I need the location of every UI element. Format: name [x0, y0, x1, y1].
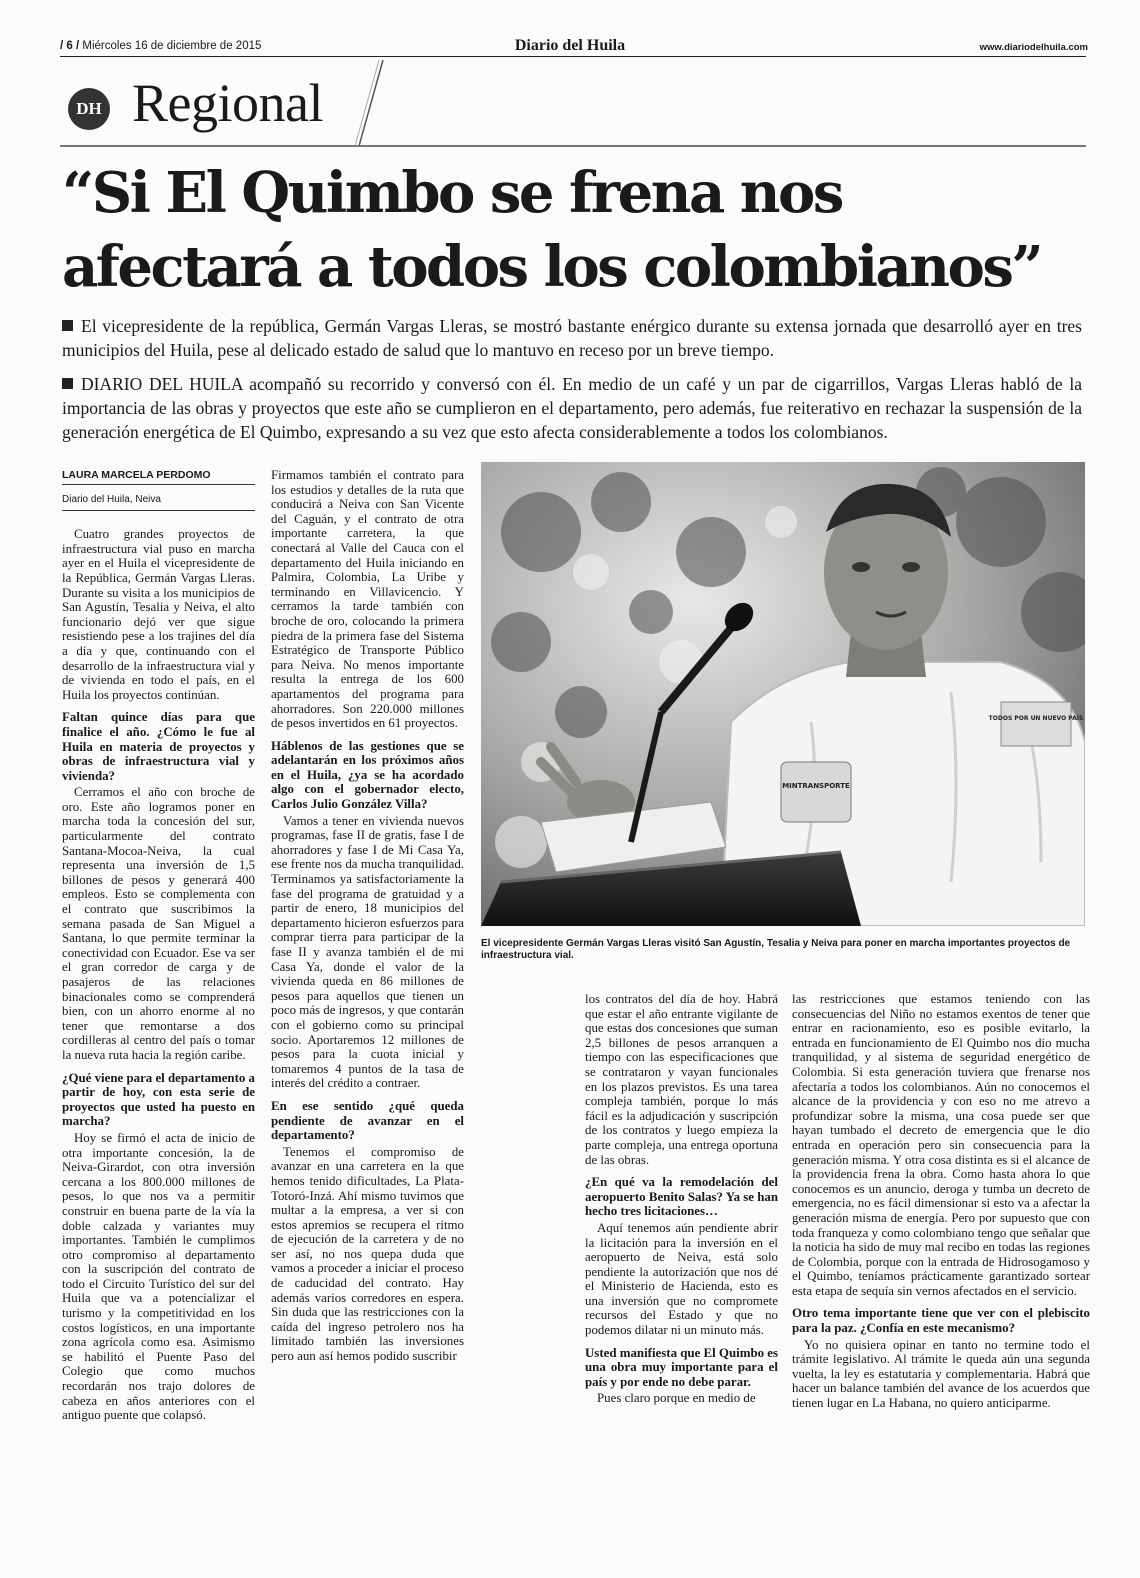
interview-question: ¿Qué viene para el departamento a partir de hoy, con esta serie de proyectos que usted ha puesto en marcha? — [62, 1070, 255, 1129]
article-column-1 — [62, 468, 255, 1424]
body-paragraph: Yo no quisiera opinar en tanto no termine todo el trámite legislativo. Al trámite le queda aún una segunda vuelta, la ley es estatutaria y complementaria. Habrá que hacer un balance también del avance de los acuerdos que tienen lugar en La Habana, no quiero anticiparme. — [792, 1337, 1090, 1411]
body-paragraph: los contratos del día de hoy. Habrá que estar el año entrante vigilante de que estas dos concesiones que suman 2,5 billones de pesos arranquen a tiempo con las especificaciones que se contrataron y vayan funcionales en los plazos previstos. Es una tarea compleja también, porque lo más fácil es la adjudicación y suscripción de los contratos y luego empieza la parte compleja, una entrega oportuna de las obras. — [585, 992, 778, 1167]
vicepresident-photo-icon — [481, 462, 1085, 926]
interview-question: Háblenos de las gestiones que se adelantarán en los próximos años en el Huila, ¿ya se ha acordado algo con el gobernador electo, Carlos Julio González Villa? — [271, 738, 464, 812]
podium-sign-text: TODOS POR UN NUEVO PAÍS — [988, 715, 1084, 722]
article-column-2 — [271, 468, 464, 1365]
body-paragraph: Cuatro grandes proyectos de infraestructura vial puso en marcha ayer en el Huila el vicepresidente de la República, Germán Vargas Lleras. Durante su visita a los municipios de San Agustín, Tesalia y Neiva, el alto funcionario dejó ver que sigue resistiendo pese a los trajines del día a día y que, continuando con el desarrollo de la infraestructura vial y de vivienda en todo el país, en el Huila los proyectos continúan. — [62, 527, 255, 702]
newspaper-name: Diario del Huila — [514, 37, 626, 54]
byline-dateline: Diario del Huila, Neiva — [62, 493, 255, 512]
section-title: Regional — [132, 73, 323, 133]
lead-paragraph-2 — [62, 372, 1082, 444]
interview-question: Usted manifiesta que El Quimbo es una obra muy importante para el país y por ende no debe parar. — [585, 1345, 779, 1389]
interview-question: ¿En qué va la remodelación del aeropuerto Benito Salas? Ya se han hecho tres licitaciones… — [585, 1175, 779, 1219]
square-bullet-icon — [62, 320, 73, 331]
section-slash-decoration — [355, 58, 385, 148]
column-1-body — [62, 527, 255, 1423]
square-bullet-icon — [62, 378, 73, 389]
lead-text-2: DIARIO DEL HUILA acompañó su recorrido y conversó con él. En medio de un café y un par de cigarrillos, Vargas Lleras habló de la importancia de las obras y proyectos que este año se cumplieron en el departamento, pero además, fue reiterativo en rechazar la suspensión de la generación energética de El Quimbo, expresando a su vez que esto afecta considerablemente a todos los colombianos. — [62, 374, 1082, 442]
byline-author: LAURA MARCELA PERDOMO — [62, 468, 255, 485]
column-2-body — [271, 468, 464, 1364]
body-paragraph: Pues claro porque en medio de — [597, 1391, 756, 1406]
interview-question: Otro tema importante tiene que ver con el plebiscito para la paz. ¿Confía en este mecanismo? — [792, 1306, 1090, 1336]
column-4-body — [792, 992, 1090, 1411]
article-photo — [481, 462, 1085, 926]
interview-question: En ese sentido ¿qué queda pendiente de avanzar en el departamento? — [271, 1098, 464, 1143]
body-paragraph: Vamos a tener en vivienda nuevos programas, fase II de gratis, fase I de ahorradores y fase I de Mi Casa Ya, ese frente nos da mucha tranquilidad. Terminamos ya satisfactoriamente la fase del programa de gratuidad y a partir de enero, 18 municipios del departamento hicieron esfuerzos para comprar tierra para participar de la fase II y avanza también el de mi Casa Ya, donde el valor de la vivienda queda en 86 millones de pesos para aquellos que tienen un poco más de ingresos, y que contarán con el gobierno como su principal socio. Aportaremos 12 millones de pesos para la cuota inicial y tomaremos 4 puntos de la tasa de interés del crédito a contraer. — [271, 813, 464, 1091]
article-column-3 — [585, 992, 778, 1407]
body-paragraph: Firmamos también el contrato para los estudios y detalles de la ruta que conducirá a Neiva con San Vicente del Caguán, y el contrato de otra importante carretera, la que conectará al Valle del Cauca con el departamento del Huila iniciando en Palmira, Colombia, La Uribe y terminando en Villavicencio. Y cerramos la tarde también con broche de oro, colocando la primera piedra de la primera fase del Sistema Estratégico de Transporte Público para Neiva. No menos importante resulta la entrega de los 600 apartamentos del programa para ahorradores. Son 220.000 millones de pesos invertidos en 61 proyectos. — [271, 468, 464, 731]
issue-date: Miércoles 16 de diciembre de 2015 — [82, 40, 262, 52]
page-number: / 6 / — [60, 40, 80, 52]
lead-text-1: El vicepresidente de la república, Germán Vargas Lleras, se mostró bastante enérgico durante su extensa jornada que desarrolló ayer en tres municipios del Huila, pese al delicado estado de salud que lo mantuvo en receso por un breve tiempo. — [62, 316, 1082, 360]
lead-paragraph-1 — [62, 314, 1082, 362]
column-3-body — [585, 992, 778, 1406]
interview-question: Faltan quince días para que finalice el año. ¿Cómo le fue al Huila en materia de proyectos y obras de infraestructura vial y vivienda? — [62, 710, 255, 783]
body-paragraph: Cerramos el año con broche de oro. Este año logramos poner en marcha toda la concesión del sur, particularmente del contrato Santana-Mocoa-Neiva, la cual representa una inversión de 1,5 billones de pesos y generará 400 empleos. Esto se complementa con el contrato que suscribimos la semana pasada de San Miguel a Santana, lo que permite terminar la conectividad con Ecuador. Ese va ser el gran corredor de carga y de pasajeros de las relaciones binacionales como se comprenderá bien, con un ahorro enorme al no tener que remontarse a dos cordilleras al centro del país o tomar la nueva ruta hacia la región caribe. — [62, 785, 255, 1062]
photo-caption: El vicepresidente Germán Vargas Lleras visitó San Agustín, Tesalia y Neiva para poner en marcha importantes proyectos de infraestructura vial. — [481, 938, 1071, 961]
headline: “Si El Quimbo se frena nos afectará a todos los colombianos” — [62, 160, 1042, 300]
shirt-logo-text: MINTRANSPORTE — [782, 782, 850, 790]
website-url: www.diariodelhuila.com — [979, 42, 1088, 53]
body-paragraph: las restricciones que estamos teniendo con las consecuencias del Niño no estamos exentos de tener que entrar en racionamiento, eso es posible evitarlo, la entrada en funcionamiento de El Quimbo nos dio mucha tranquilidad, y al sistema de seguridad energético de Colombia. Si esta generación tuviera que frenarse nos afectaría a todos los colombianos. Aún no conocemos el alcance de la providencia y con eso no me atrevo a profundizar sobre la misma, una cosa puede ser que hayan tumbado el decreto de emergencia que le dio entrada en operación pero sin consecuencia para la generación misma. Y otra cosa distinta es si el alcance de la providencia frena la obra. Como hasta ahora lo que conocemos es un anuncio, deroga y tumba un decreto de emergencia, no es fácil dimensionar si esto va a afectar la generación misma de energía. Pero por supuesto que con toda franqueza y como colombiano tengo que señalar que la noticia ha sido de muy mal recibo en todas las regiones de Colombia, porque con la entrada de Hidrosogamoso y el Quimbo, teníamos prácticamente garantizado sortear esta etapa de sequía sin vernos afectados en el servicio. — [792, 992, 1090, 1298]
body-paragraph: Tenemos el compromiso de avanzar en una carretera en la que hemos tenido dificultades, La Plata-Totoró-Inzá. Ahí mismo tuvimos que multar a la empresa, a ver si con estos apremios se recupera el ritmo de ejecución de la carretera y de no ser así, no nos quepa duda que vamos a proceder a iniciar el proceso de caducidad del contrato. Hay además varios corredores en espera. Sin duda que las restricciones con la caída del ingreso petrolero nos ha limitado también las inversiones pero aun así hemos podido suscribir — [271, 1144, 464, 1364]
body-paragraph: Aquí tenemos aún pendiente abrir la licitación para la inversión en el aeropuerto de Neiva, está solo pendiente la autorización que nos dé el Ministerio de Hacienda, esto es una inversión que no compromete recursos del Estado y que no podemos dilatar ni un minuto más. — [585, 1220, 778, 1338]
article-column-4 — [792, 992, 1090, 1412]
header-rule — [60, 56, 1086, 57]
dh-logo-icon: DH — [68, 88, 110, 130]
section-rule — [60, 145, 1086, 147]
body-paragraph: Hoy se firmó el acta de inicio de otra importante concesión, la de Neiva-Girardot, con otra inversión cercana a los 800.000 millones de pesos, lo que nos va a permitir construir en buena parte de la vía la doble calzada y variantes muy importantes. También le cumplimos otro compromiso al departamento con la suscripción del contrato de todo el Circuito Turístico del sur del Huila que va a potencializar el turismo y la competitividad en los costos logísticos, en una importante zona agrícola como esa. Asimismo se habilitó el Puente Paso del Colegio que como muchos recordarán nos trajo dolores de cabeza en años anteriores con el antiguo puente que colapsó. — [62, 1130, 255, 1423]
